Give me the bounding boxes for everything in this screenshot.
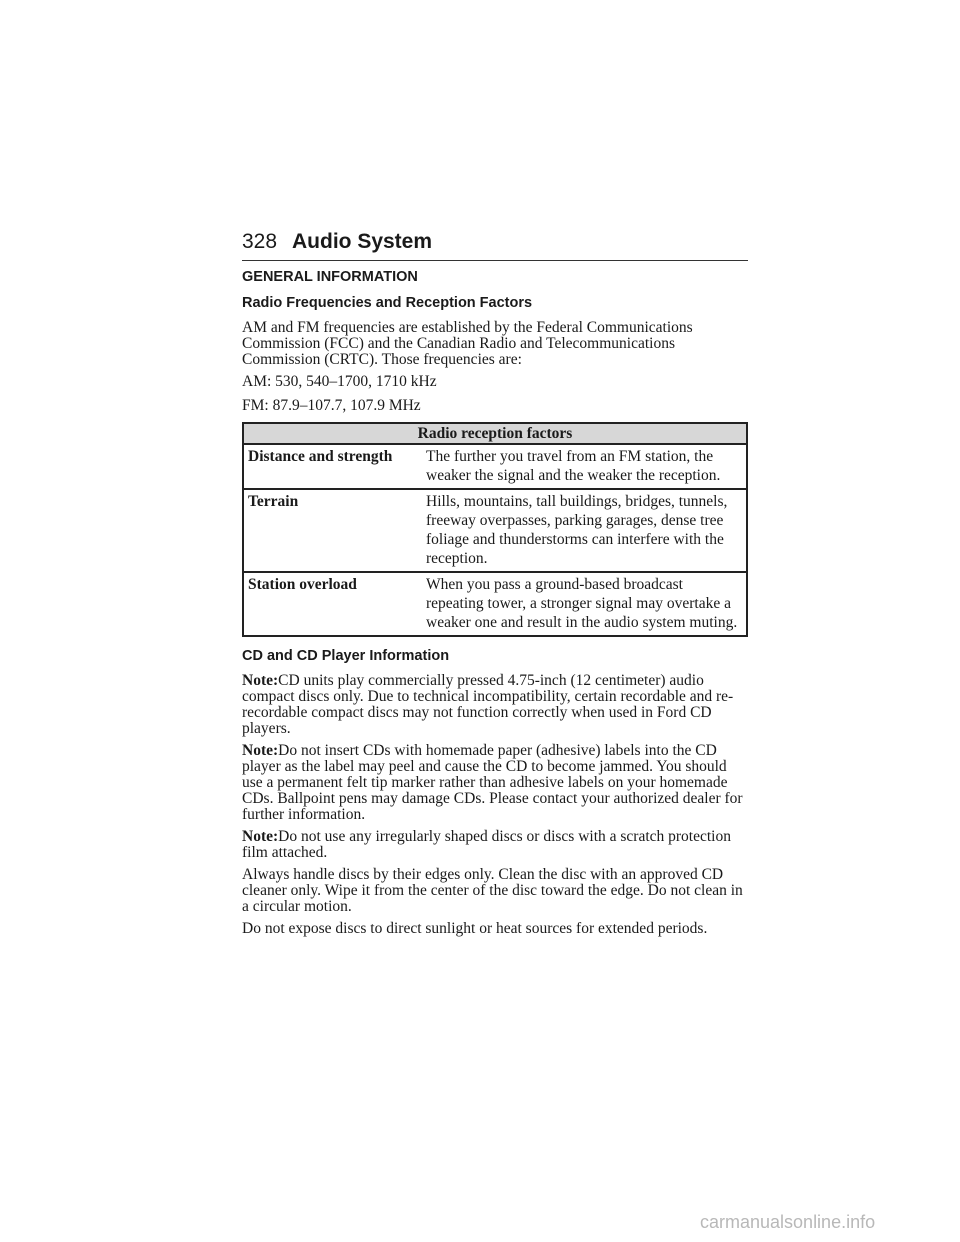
handling-paragraph: Always handle discs by their edges only. Clean the disc with an approved CD cleaner only. Wipe it from the center of the disc toward the edge. Do not clean in a circular motion.: [242, 866, 743, 915]
fm-frequencies: FM: 87.9–107.7, 107.9 MHz: [242, 397, 421, 414]
note-text: CD units play commercially pressed 4.75-inch (12 centimeter) audio compact discs only. Due to technical incompatibility, certain recordable and re-recordable compact discs may not function correctly when used in Ford CD players.: [242, 672, 734, 737]
table-row: [243, 444, 747, 489]
intro-paragraph: AM and FM frequencies are established by the Federal Communications Commission (FCC) and the Canadian Radio and Telecommunications Commission (CRTC). Those frequencies are:: [242, 319, 693, 368]
note-paragraph: [242, 673, 748, 737]
reception-factors-table: [242, 422, 748, 637]
page-header: [242, 230, 748, 261]
heading-radio-frequencies: Radio Frequencies and Reception Factors: [242, 295, 533, 311]
sunlight-paragraph: Do not expose discs to direct sunlight or heat sources for extended periods.: [242, 920, 708, 937]
table-row: [243, 489, 747, 572]
description-cell: Hills, mountains, tall buildings, bridges, tunnels, freeway overpasses, parking garages, dense tree foliage and thunderstorms can interfere with the reception.: [422, 489, 747, 572]
description-cell: The further you travel from an FM station, the weaker the signal and the weaker the reception.: [422, 444, 747, 489]
note-label: Note:: [242, 828, 279, 845]
factor-cell: Station overload: [243, 572, 422, 636]
table-row: [243, 572, 747, 636]
note-label: Note:: [242, 742, 279, 759]
factor-cell: Terrain: [243, 489, 422, 572]
factor-cell: Distance and strength: [243, 444, 422, 489]
note-text: Do not insert CDs with homemade paper (adhesive) labels into the CD player as the label may peel and cause the CD to become jammed. You should use a permanent felt tip marker rather than adhesive labels on your homemade CDs. Ballpoint pens may damage CDs. Please contact your authorized dealer for further information.: [242, 742, 743, 823]
note-paragraph: [242, 829, 748, 861]
page-content: [242, 268, 748, 943]
watermark-text: carmanualsonline.info: [700, 1212, 876, 1232]
section-title: Audio System: [292, 230, 433, 253]
table-title: Radio reception factors: [243, 423, 747, 444]
description-cell: When you pass a ground-based broadcast repeating tower, a stronger signal may overtake a weaker one and result in the audio system muting.: [422, 572, 747, 636]
page-number: 328: [242, 230, 278, 253]
heading-cd-player: CD and CD Player Information: [242, 648, 450, 664]
heading-general-information: GENERAL INFORMATION: [242, 269, 418, 285]
note-label: Note:: [242, 672, 279, 689]
note-text: Do not use any irregularly shaped discs or discs with a scratch protection film attached.: [242, 828, 731, 861]
am-frequencies: AM: 530, 540–1700, 1710 kHz: [242, 373, 437, 390]
note-paragraph: [242, 743, 748, 823]
